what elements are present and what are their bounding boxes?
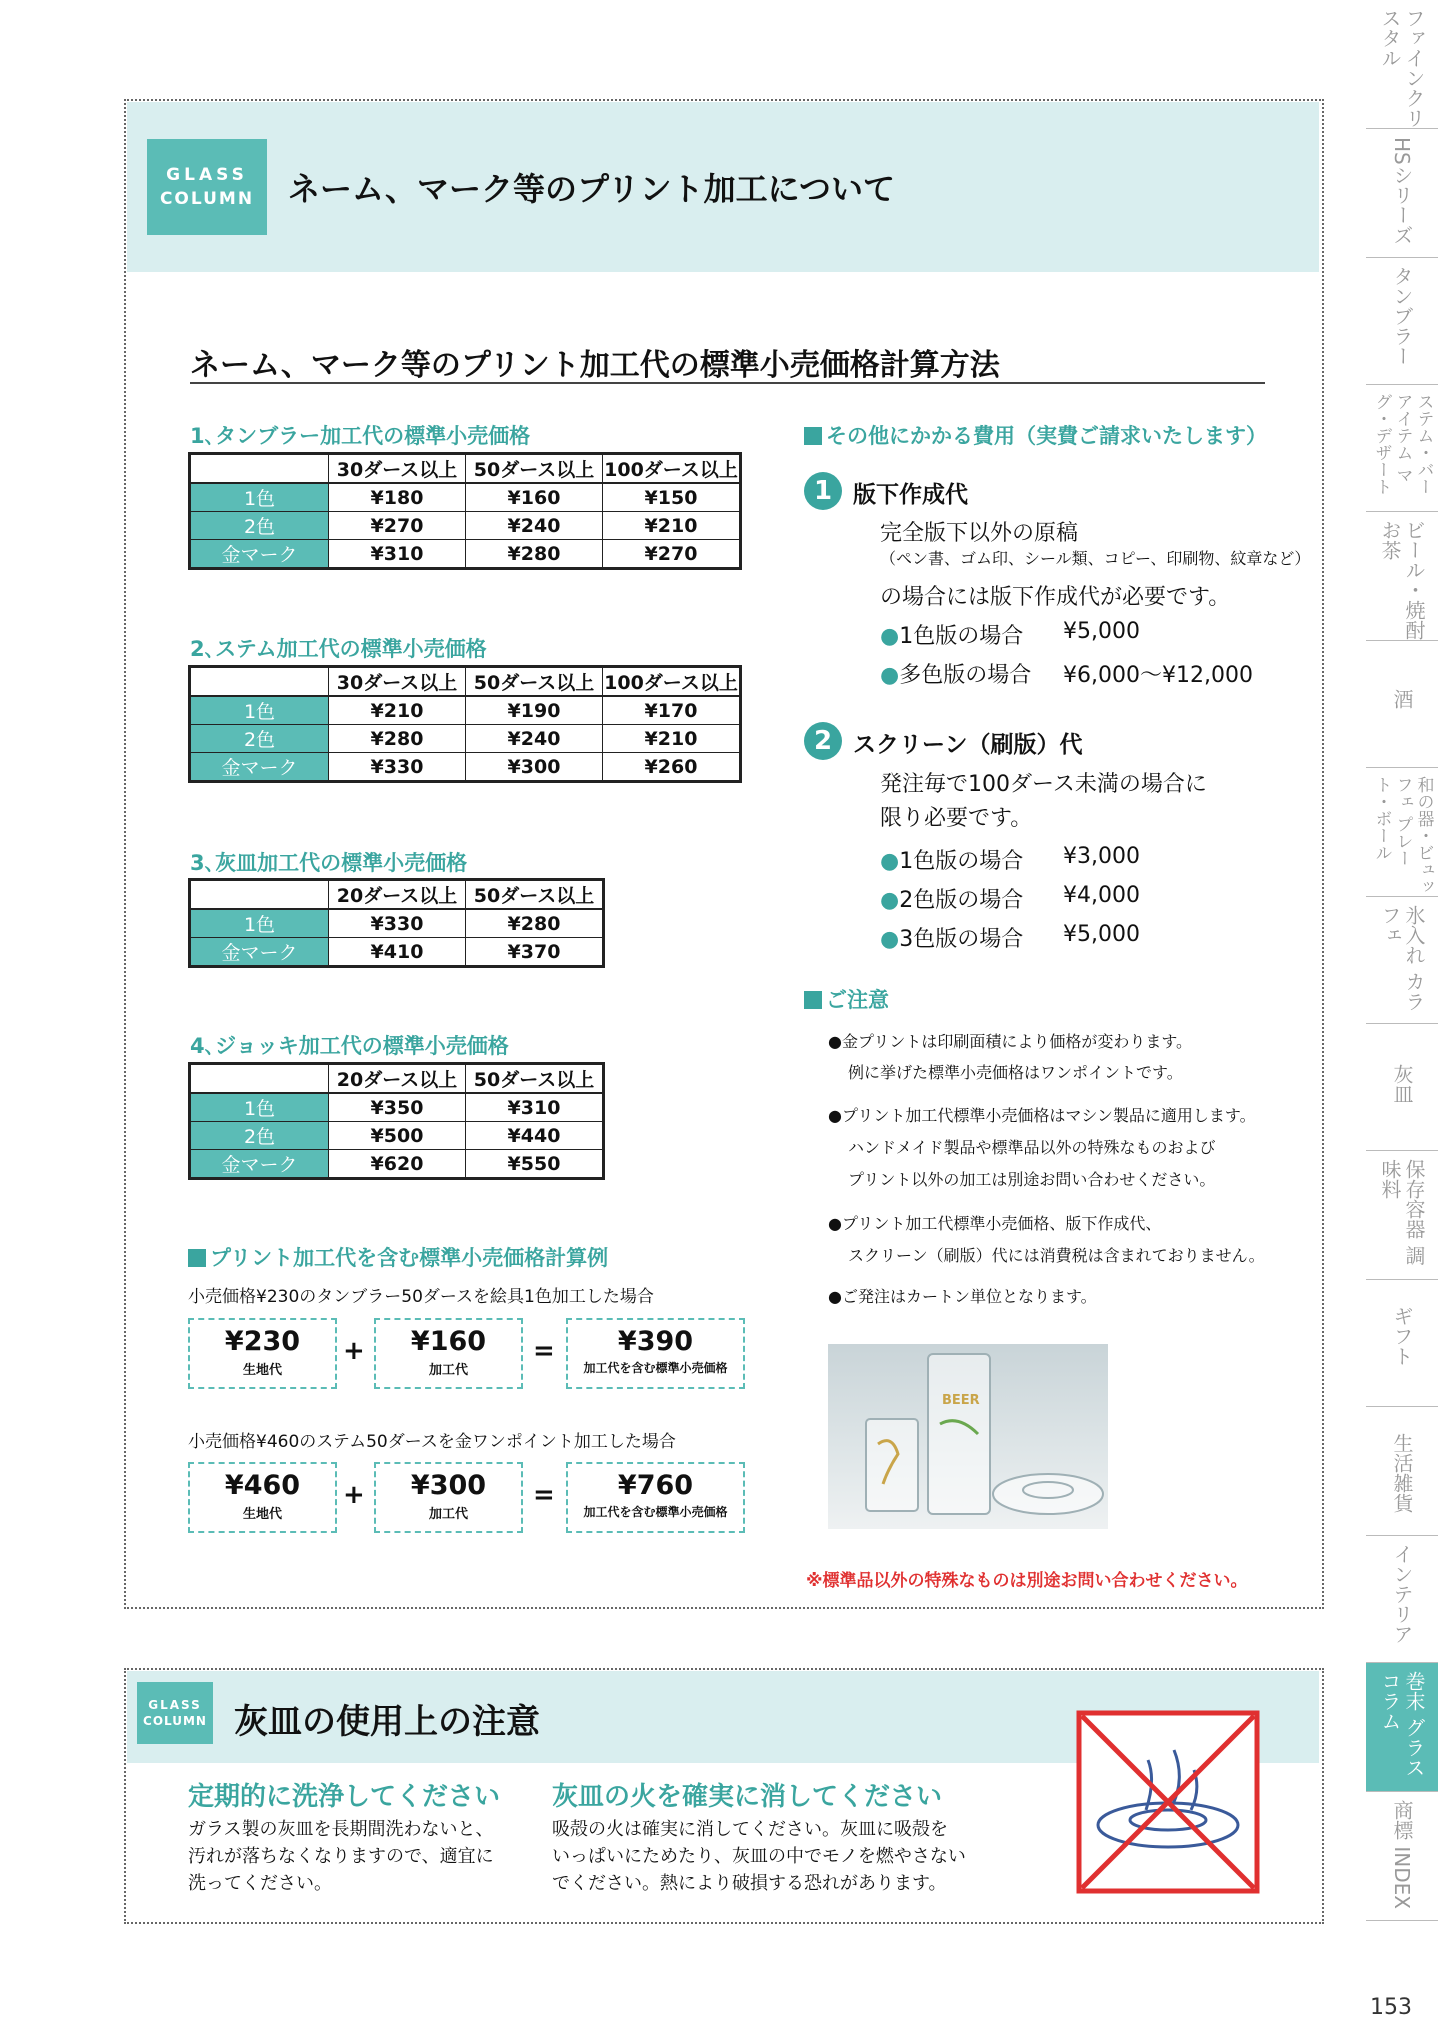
sidebar-item-label: 商標 INDEX xyxy=(1390,1800,1414,1909)
column-header: 50ダース以上 xyxy=(466,667,603,697)
price-cell: ¥350 xyxy=(329,1093,466,1122)
price-label: 1色版の場合 xyxy=(899,849,1024,874)
column-header: 20ダース以上 xyxy=(329,1064,466,1094)
note-4: ●ご発注はカートン単位となります。 xyxy=(828,1287,1097,1306)
sidebar-item-label: ビール・焼酎 お茶 xyxy=(1378,520,1426,640)
example-box-base xyxy=(188,1462,337,1533)
badge-text: COLUMN xyxy=(159,189,255,209)
note-line: ハンドメイド製品や標準品以外の特殊なものおよび xyxy=(848,1138,1216,1157)
sidebar-item-daily-goods[interactable] xyxy=(1366,1407,1438,1536)
column-header: 100ダース以上 xyxy=(603,667,741,697)
example-label: 生地代 xyxy=(242,1363,282,1378)
table-title-stem: 2､ステム加工代の標準小売価格 xyxy=(190,637,487,661)
table-row xyxy=(190,909,604,938)
item2-line1: 発注毎で100ダース未満の場合に xyxy=(880,772,1207,797)
glass-print-text: BEER xyxy=(942,1393,980,1408)
right-body xyxy=(552,1816,966,1897)
glassware-illustration xyxy=(828,1344,1108,1529)
table-row xyxy=(190,753,741,782)
body-line: でください。熱により破損する恐れがあります。 xyxy=(552,1873,947,1894)
column-header: 30ダース以上 xyxy=(329,667,466,697)
table-corner xyxy=(190,454,329,484)
table-row xyxy=(190,512,741,540)
subtitle-rule xyxy=(190,382,1265,384)
number-one-icon: 1 xyxy=(804,472,842,510)
table-row xyxy=(190,540,741,569)
row-header: 1色 xyxy=(190,696,329,725)
item1-line3: の場合には版下作成代が必要です。 xyxy=(880,585,1231,610)
price-cell: ¥170 xyxy=(603,696,741,725)
note-line: プリント以外の加工は別途お問い合わせください。 xyxy=(848,1170,1216,1189)
bullet-dot-icon: ● xyxy=(880,624,900,649)
item2-price-2 xyxy=(880,883,1140,914)
sidebar-item-label: 巻末 グラスコラム xyxy=(1378,1671,1426,1778)
page-number: 153 xyxy=(1370,1995,1412,2020)
price-cell: ¥180 xyxy=(329,483,466,512)
price-cell: ¥330 xyxy=(329,909,466,938)
other-costs-heading xyxy=(804,420,1267,450)
badge-text: GLASS xyxy=(166,165,248,185)
notes-title: ご注意 xyxy=(826,988,889,1012)
column-header: 30ダース以上 xyxy=(329,454,466,484)
example-value: ¥460 xyxy=(224,1470,301,1501)
sidebar-item-hs-series[interactable] xyxy=(1366,129,1438,258)
row-header: 2色 xyxy=(190,725,329,753)
table-row xyxy=(190,1093,604,1122)
price-label: 1色版の場合 xyxy=(899,624,1024,649)
table-header-row xyxy=(190,454,741,484)
price-cell: ¥260 xyxy=(603,753,741,782)
note-line: ●プリント加工代標準小売価格はマシン製品に適用します。 xyxy=(828,1106,1256,1125)
plus-sign: + xyxy=(343,1480,365,1510)
table-row xyxy=(190,938,604,967)
price-cell: ¥310 xyxy=(466,1093,604,1122)
price-cell: ¥190 xyxy=(466,696,603,725)
price-label: 3色版の場合 xyxy=(899,927,1024,952)
column-header: 20ダース以上 xyxy=(329,880,466,910)
sidebar-item-label: 保存容器 調味料 xyxy=(1378,1159,1426,1266)
sidebar-item-wa-no-utsuwa[interactable] xyxy=(1366,768,1438,897)
price-cell: ¥500 xyxy=(329,1122,466,1150)
row-header: 1色 xyxy=(190,483,329,512)
sidebar-item-label: 生活雑貨 xyxy=(1390,1433,1414,1513)
table-row xyxy=(190,1150,604,1179)
notes-heading xyxy=(804,984,889,1014)
sidebar-item-index[interactable] xyxy=(1366,1792,1438,1921)
table-corner xyxy=(190,880,329,910)
table-row xyxy=(190,696,741,725)
price-value: ¥5,000 xyxy=(1063,619,1140,644)
price-cell: ¥280 xyxy=(466,540,603,569)
item1-price-1 xyxy=(880,619,1140,650)
price-value: ¥6,000〜¥12,000 xyxy=(1063,663,1253,688)
body-line: 汚れが落ちなくなりますので、適宜に xyxy=(188,1846,494,1867)
row-header: 2色 xyxy=(190,1122,329,1150)
tall-glass xyxy=(928,1354,990,1514)
sidebar-item-label: ステム・バーアイテム マグ・デザート xyxy=(1371,393,1434,495)
sidebar-item-label: ファインクリスタル xyxy=(1378,8,1426,128)
example-label: 加工代 xyxy=(428,1363,468,1378)
example-box-total xyxy=(566,1462,745,1533)
note-line: ●プリント加工代標準小売価格、版下作成代、 xyxy=(828,1214,1162,1233)
sidebar-item-label: 酒 xyxy=(1390,689,1414,709)
item2-price-1 xyxy=(880,844,1140,875)
left-body xyxy=(188,1816,494,1897)
price-cell: ¥310 xyxy=(329,540,466,569)
table-header-row xyxy=(190,667,741,697)
sidebar-item-glass-column[interactable] xyxy=(1366,1663,1438,1792)
glass-column-badge xyxy=(147,139,267,235)
price-table-stem xyxy=(188,665,742,783)
item1-title: 版下作成代 xyxy=(853,482,968,508)
plus-sign: + xyxy=(343,1336,365,1366)
table-row xyxy=(190,483,741,512)
price-cell: ¥210 xyxy=(603,725,741,753)
price-cell: ¥240 xyxy=(466,725,603,753)
sidebar-item-interior[interactable] xyxy=(1366,1536,1438,1663)
price-cell: ¥550 xyxy=(466,1150,604,1179)
price-cell: ¥440 xyxy=(466,1122,604,1150)
item2-title: スクリーン（刷版）代 xyxy=(853,732,1083,758)
example-box-process xyxy=(374,1462,523,1533)
row-header: 金マーク xyxy=(190,540,329,569)
price-table-ashtray xyxy=(188,878,605,968)
example-desc-2: 小売価格¥460のステム50ダースを金ワンポイント加工した場合 xyxy=(188,1432,676,1452)
price-value: ¥4,000 xyxy=(1063,883,1140,908)
page-title: ネーム、マーク等のプリント加工について xyxy=(288,170,896,208)
table-header-row xyxy=(190,1064,604,1094)
sidebar-item-label: 灰皿 xyxy=(1390,1064,1414,1104)
row-header: 1色 xyxy=(190,909,329,938)
price-table-jug xyxy=(188,1062,605,1180)
example-value: ¥230 xyxy=(224,1326,301,1357)
ashtray-title: 灰皿の使用上の注意 xyxy=(234,1702,540,1742)
table-corner xyxy=(190,1064,329,1094)
right-heading: 灰皿の火を確実に消してください xyxy=(552,1782,943,1812)
item2-line2: 限り必要です。 xyxy=(880,806,1033,831)
note-line: スクリーン（刷版）代には消費税は含まれておりません。 xyxy=(848,1246,1265,1265)
badge-text: GLASS xyxy=(148,1698,202,1712)
price-label: 多色版の場合 xyxy=(899,663,1032,688)
example-label: 加工代を含む標準小売価格 xyxy=(583,1361,728,1375)
sidebar-item-ice[interactable] xyxy=(1366,897,1438,1024)
sidebar-item-storage[interactable] xyxy=(1366,1151,1438,1280)
item1-line1: 完全版下以外の原稿 xyxy=(880,521,1079,546)
price-cell: ¥410 xyxy=(329,938,466,967)
sidebar-item-stem[interactable] xyxy=(1366,385,1438,512)
example-desc-1: 小売価格¥230のタンブラー50ダースを絵具1色加工した場合 xyxy=(188,1287,654,1307)
price-cell: ¥270 xyxy=(329,512,466,540)
price-value: ¥3,000 xyxy=(1063,844,1140,869)
equals-sign: = xyxy=(533,1336,555,1366)
column-header: 50ダース以上 xyxy=(466,880,604,910)
body-line: 洗ってください。 xyxy=(188,1873,332,1894)
section-subtitle: ネーム、マーク等のプリント加工代の標準小売価格計算方法 xyxy=(190,348,1000,383)
sidebar-item-gift[interactable] xyxy=(1366,1280,1438,1407)
square-bullet-icon xyxy=(188,1249,206,1267)
example-label: 加工代 xyxy=(428,1507,468,1522)
no-smoking-prohibition-icon xyxy=(1076,1710,1260,1894)
sidebar-item-beer[interactable] xyxy=(1366,512,1438,641)
body-line: いっぱいにためたり、灰皿の中でモノを燃やさない xyxy=(552,1846,966,1867)
price-cell: ¥240 xyxy=(466,512,603,540)
example-title: プリント加工代を含む標準小売価格計算例 xyxy=(210,1246,609,1270)
note-1 xyxy=(828,1026,1192,1088)
sidebar-item-label: 氷入れ カラフェ xyxy=(1378,905,1426,1012)
row-header: 2色 xyxy=(190,512,329,540)
sidebar-item-label: ギフト xyxy=(1390,1306,1414,1366)
ashtray xyxy=(993,1474,1103,1514)
body-line: 吸殻の火は確実に消してください。灰皿に吸殻を xyxy=(552,1819,948,1840)
sidebar-item-sake[interactable] xyxy=(1366,641,1438,768)
price-cell: ¥210 xyxy=(329,696,466,725)
badge-text: COLUMN xyxy=(143,1714,207,1728)
bullet-dot-icon: ● xyxy=(880,927,900,952)
table-title-jug: 4､ジョッキ加工代の標準小売価格 xyxy=(190,1034,509,1058)
sidebar-item-tumbler[interactable] xyxy=(1366,258,1438,385)
note-line: ●金プリントは印刷面積により価格が変わります。 xyxy=(828,1032,1193,1051)
example-box-base xyxy=(188,1318,337,1389)
price-label: 2色版の場合 xyxy=(899,888,1024,913)
example-value: ¥300 xyxy=(410,1470,487,1501)
price-cell: ¥150 xyxy=(603,483,741,512)
bullet-dot-icon: ● xyxy=(880,849,900,874)
price-cell: ¥280 xyxy=(466,909,604,938)
price-cell: ¥270 xyxy=(603,540,741,569)
item2-price-3 xyxy=(880,922,1140,953)
price-cell: ¥620 xyxy=(329,1150,466,1179)
other-costs-title: その他にかかる費用（実費ご請求いたします） xyxy=(826,424,1267,448)
sidebar-item-label: タンブラー xyxy=(1390,266,1414,366)
column-header: 50ダース以上 xyxy=(466,454,603,484)
sidebar-item-label: インテリア xyxy=(1390,1544,1414,1644)
price-cell: ¥280 xyxy=(329,725,466,753)
square-bullet-icon xyxy=(804,427,822,445)
price-cell: ¥300 xyxy=(466,753,603,782)
column-header: 100ダース以上 xyxy=(603,454,741,484)
table-title-tumbler: 1､タンブラー加工代の標準小売価格 xyxy=(190,424,531,448)
table-row xyxy=(190,1122,604,1150)
example-value: ¥160 xyxy=(410,1326,487,1357)
sidebar-item-label: HSシリーズ xyxy=(1390,137,1414,245)
body-line: ガラス製の灰皿を長期間洗わないと、 xyxy=(188,1819,494,1840)
table-row xyxy=(190,725,741,753)
table-title-ashtray: 3､灰皿加工代の標準小売価格 xyxy=(190,851,468,875)
price-cell: ¥210 xyxy=(603,512,741,540)
item1-price-2 xyxy=(880,658,1253,689)
sidebar-item-ashtray[interactable] xyxy=(1366,1024,1438,1151)
note-3 xyxy=(828,1208,1265,1272)
example-heading xyxy=(188,1242,608,1272)
example-label: 加工代を含む標準小売価格 xyxy=(583,1505,728,1519)
price-cell: ¥370 xyxy=(466,938,604,967)
example-box-process xyxy=(374,1318,523,1389)
bullet-dot-icon: ● xyxy=(880,888,900,913)
row-header: 金マーク xyxy=(190,1150,329,1179)
price-table-tumbler xyxy=(188,452,742,570)
footnote: ※標準品以外の特殊なものは別途お問い合わせください。 xyxy=(806,1571,1248,1591)
example-value: ¥760 xyxy=(617,1470,694,1501)
note-line: 例に挙げた標準小売価格はワンポイントです。 xyxy=(848,1063,1183,1082)
row-header: 金マーク xyxy=(190,938,329,967)
left-heading: 定期的に洗浄してください xyxy=(188,1782,501,1812)
price-cell: ¥330 xyxy=(329,753,466,782)
column-header: 50ダース以上 xyxy=(466,1064,604,1094)
equals-sign: = xyxy=(533,1480,555,1510)
square-bullet-icon xyxy=(804,991,822,1009)
example-label: 生地代 xyxy=(242,1507,282,1522)
table-header-row xyxy=(190,880,604,910)
product-photo xyxy=(828,1344,1108,1529)
row-header: 1色 xyxy=(190,1093,329,1122)
number-two-icon: 2 xyxy=(804,722,842,760)
bullet-dot-icon: ● xyxy=(880,663,900,688)
price-cell: ¥160 xyxy=(466,483,603,512)
item1-line2: （ペン書、ゴム印、シール類、コピー、印刷物、紋章など） xyxy=(880,549,1311,568)
glass-column-badge xyxy=(137,1682,213,1744)
sidebar-item-label: 和の器・ビュッフェ プレート・ボール xyxy=(1371,776,1434,895)
sidebar-item-fine-crystal[interactable] xyxy=(1366,0,1438,129)
example-value: ¥390 xyxy=(617,1326,694,1357)
row-header: 金マーク xyxy=(190,753,329,782)
table-corner xyxy=(190,667,329,697)
note-2 xyxy=(828,1100,1256,1196)
price-value: ¥5,000 xyxy=(1063,922,1140,947)
example-box-total xyxy=(566,1318,745,1389)
